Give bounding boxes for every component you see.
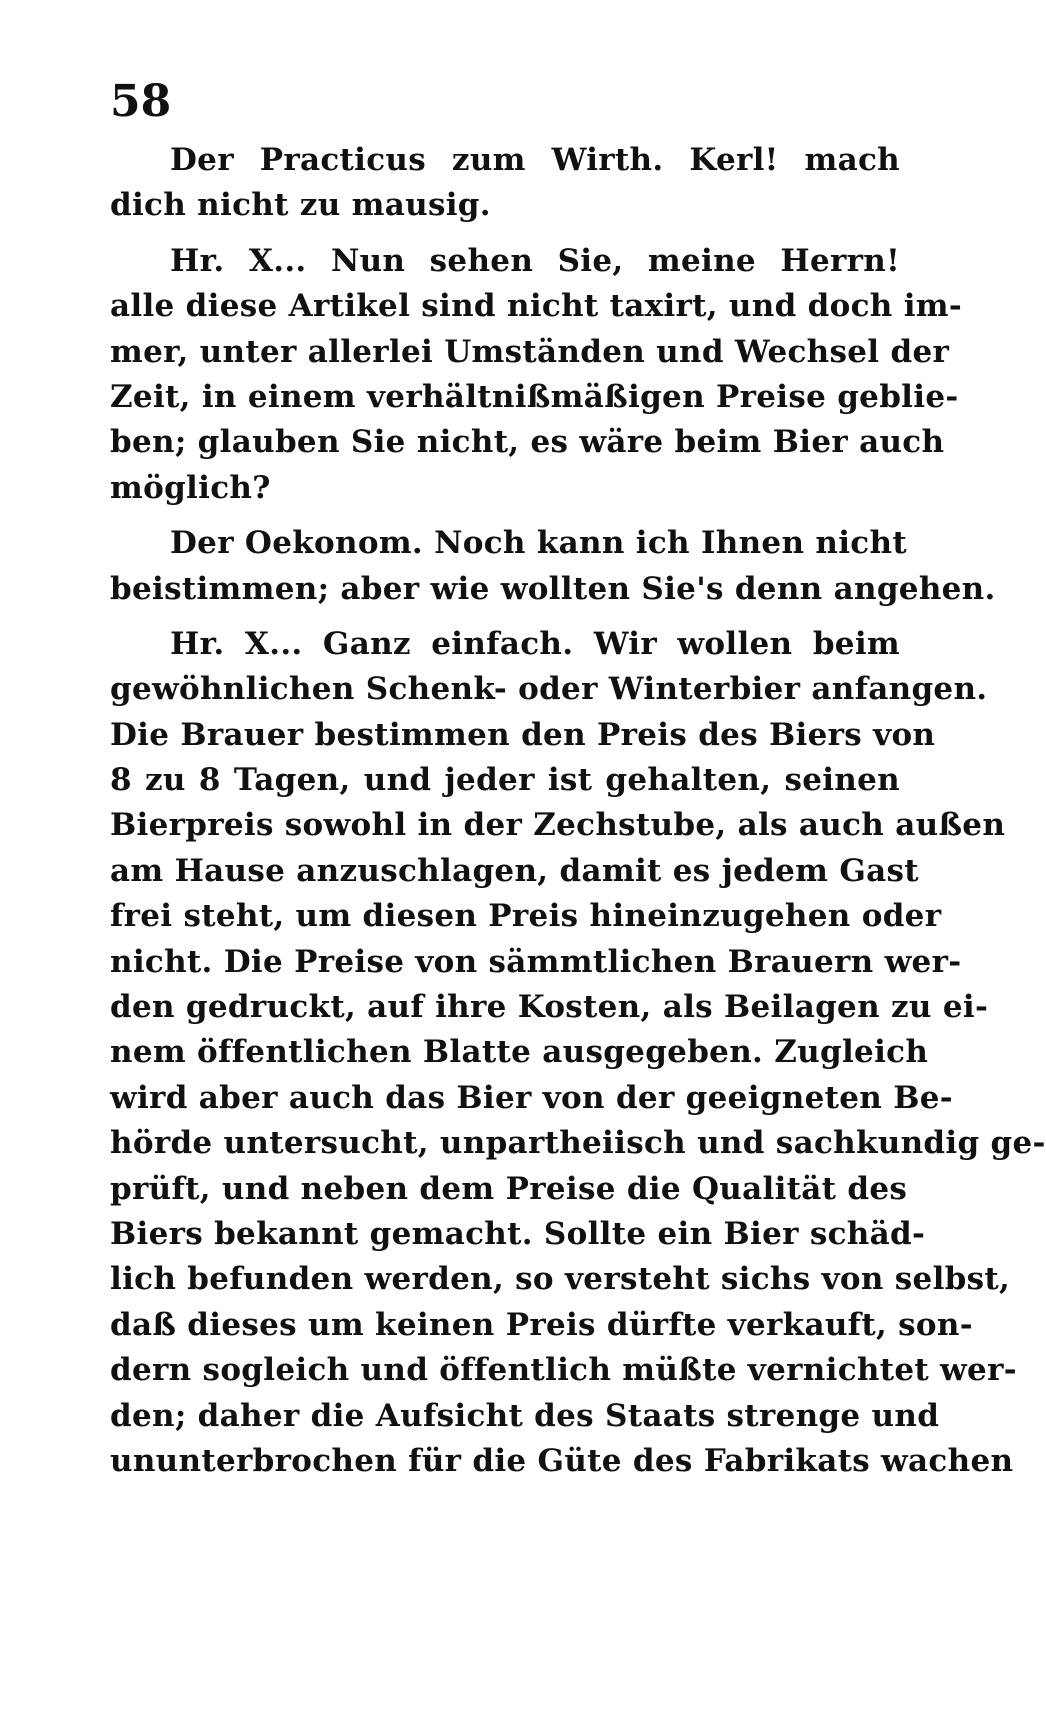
paragraph-gap	[110, 511, 900, 521]
text-line: dich nicht zu mausig.	[110, 187, 491, 224]
text-line: 8 zu 8 Tagen, und jeder ist gehalten, seinen	[110, 762, 900, 799]
paragraph-oekonom	[110, 521, 996, 612]
text-line: möglich?	[110, 469, 271, 506]
text-line: prüft, und neben dem Preise die Qualität des	[110, 1170, 908, 1207]
text-line: am Hause anzuschlagen, damit es jedem Gast	[110, 852, 919, 889]
text-line: beistimmen; aber wie wollten Sie's denn angehen.	[110, 570, 996, 607]
paragraph-practicus	[110, 138, 900, 229]
paragraph-gap	[110, 229, 900, 239]
text-line: mer, unter allerlei Umständen und Wechsel der	[110, 333, 950, 370]
body-text	[110, 138, 1046, 1484]
text-line: Der Oekonom. Noch kann ich Ihnen nicht	[170, 525, 907, 562]
text-line: frei steht, um diesen Preis hineinzugehen oder	[110, 898, 942, 935]
paragraph-gap	[110, 612, 900, 622]
text-line: wird aber auch das Bier von der geeigneten Be-	[110, 1079, 953, 1116]
text-line: Biers bekannt gemacht. Sollte ein Bier schäd-	[110, 1215, 926, 1252]
page-number: 58	[110, 76, 172, 127]
text-line: Der Practicus zum Wirth. Kerl! mach	[170, 142, 900, 178]
text-line: Hr. X... Nun sehen Sie, meine Herrn!	[170, 242, 900, 279]
text-line: nicht. Die Preise von sämmtlichen Brauern wer-	[110, 943, 962, 980]
paragraph-hr-x-1	[110, 239, 963, 511]
text-line: den gedruckt, auf ihre Kosten, als Beilagen zu ei-	[110, 989, 989, 1026]
text-line: ben; glauben Sie nicht, es wäre beim Bier auch	[110, 424, 945, 461]
text-line: ununterbrochen für die Güte des Fabrikats wachen	[110, 1442, 1014, 1479]
paragraph-hr-x-2	[110, 622, 1046, 1484]
text-line: Bierpreis sowohl in der Zechstube, als auch außen	[110, 807, 1006, 844]
text-line: dern sogleich und öffentlich müßte vernichtet wer-	[110, 1352, 1017, 1389]
text-line: nem öffentlichen Blatte ausgegeben. Zugleich	[110, 1034, 929, 1071]
text-line: Zeit, in einem verhältnißmäßigen Preise geblie-	[110, 378, 959, 415]
text-line: lich befunden werden, so versteht sichs von selbst,	[110, 1261, 1011, 1298]
text-line: hörde untersucht, unpartheiisch und sachkundig ge-	[110, 1125, 1046, 1162]
text-line: gewöhnlichen Schenk- oder Winterbier anfangen.	[110, 671, 988, 708]
text-line: alle diese Artikel sind nicht taxirt, und doch im-	[110, 288, 963, 325]
text-line: den; daher die Aufsicht des Staats strenge und	[110, 1397, 940, 1434]
text-line: Die Brauer bestimmen den Preis des Biers von	[110, 716, 936, 753]
text-line: daß dieses um keinen Preis dürfte verkauft, son-	[110, 1306, 973, 1343]
text-line: Hr. X... Ganz einfach. Wir wollen beim	[170, 625, 900, 662]
